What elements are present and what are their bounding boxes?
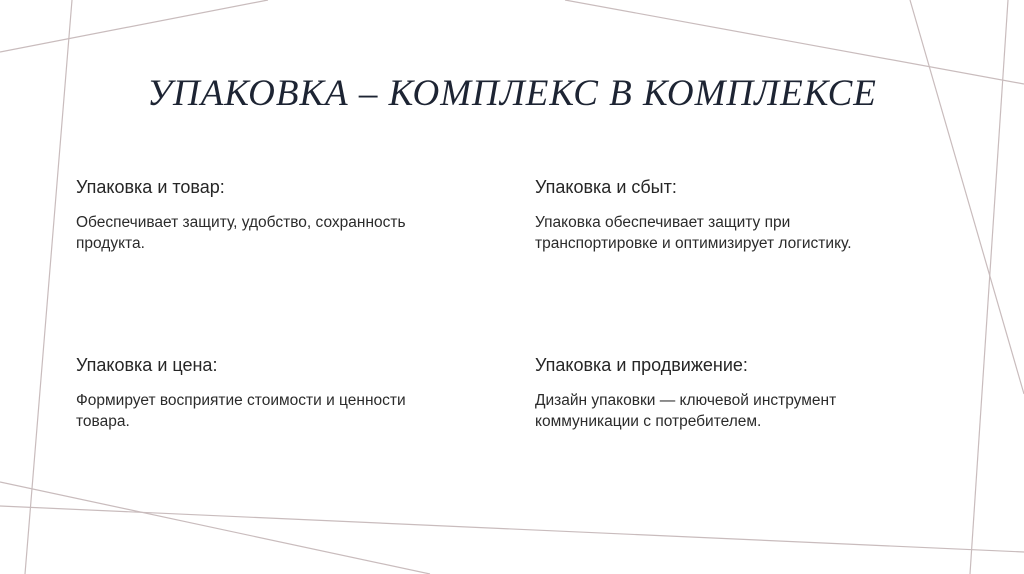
block-heading: Упаковка и продвижение:	[535, 355, 748, 375]
block-text: Обеспечивает защиту, удобство, сохранность продукта.	[76, 214, 406, 252]
slide-title: УПАКОВКА – КОМПЛЕКС В КОМПЛЕКСЕ	[147, 73, 877, 114]
block-packaging-product	[76, 176, 436, 254]
block-heading: Упаковка и товар:	[76, 177, 225, 197]
block-text: Дизайн упаковки — ключевой инструмент коммуникации с потребителем.	[535, 392, 837, 430]
block-text: Формирует восприятие стоимости и ценности товара.	[76, 392, 406, 430]
deco-line-right-steep	[910, 0, 1024, 394]
deco-line-bottom-right	[0, 506, 1024, 552]
block-packaging-promotion	[535, 354, 895, 432]
deco-line-top-left	[0, 0, 268, 52]
block-heading: Упаковка и цена:	[76, 355, 218, 375]
block-packaging-sales	[535, 176, 895, 254]
block-text: Упаковка обеспечивает защиту при транспортировке и оптимизирует логистику.	[535, 214, 852, 252]
block-heading: Упаковка и сбыт:	[535, 177, 677, 197]
deco-line-bottom-left	[0, 482, 430, 574]
block-packaging-price	[76, 354, 436, 432]
